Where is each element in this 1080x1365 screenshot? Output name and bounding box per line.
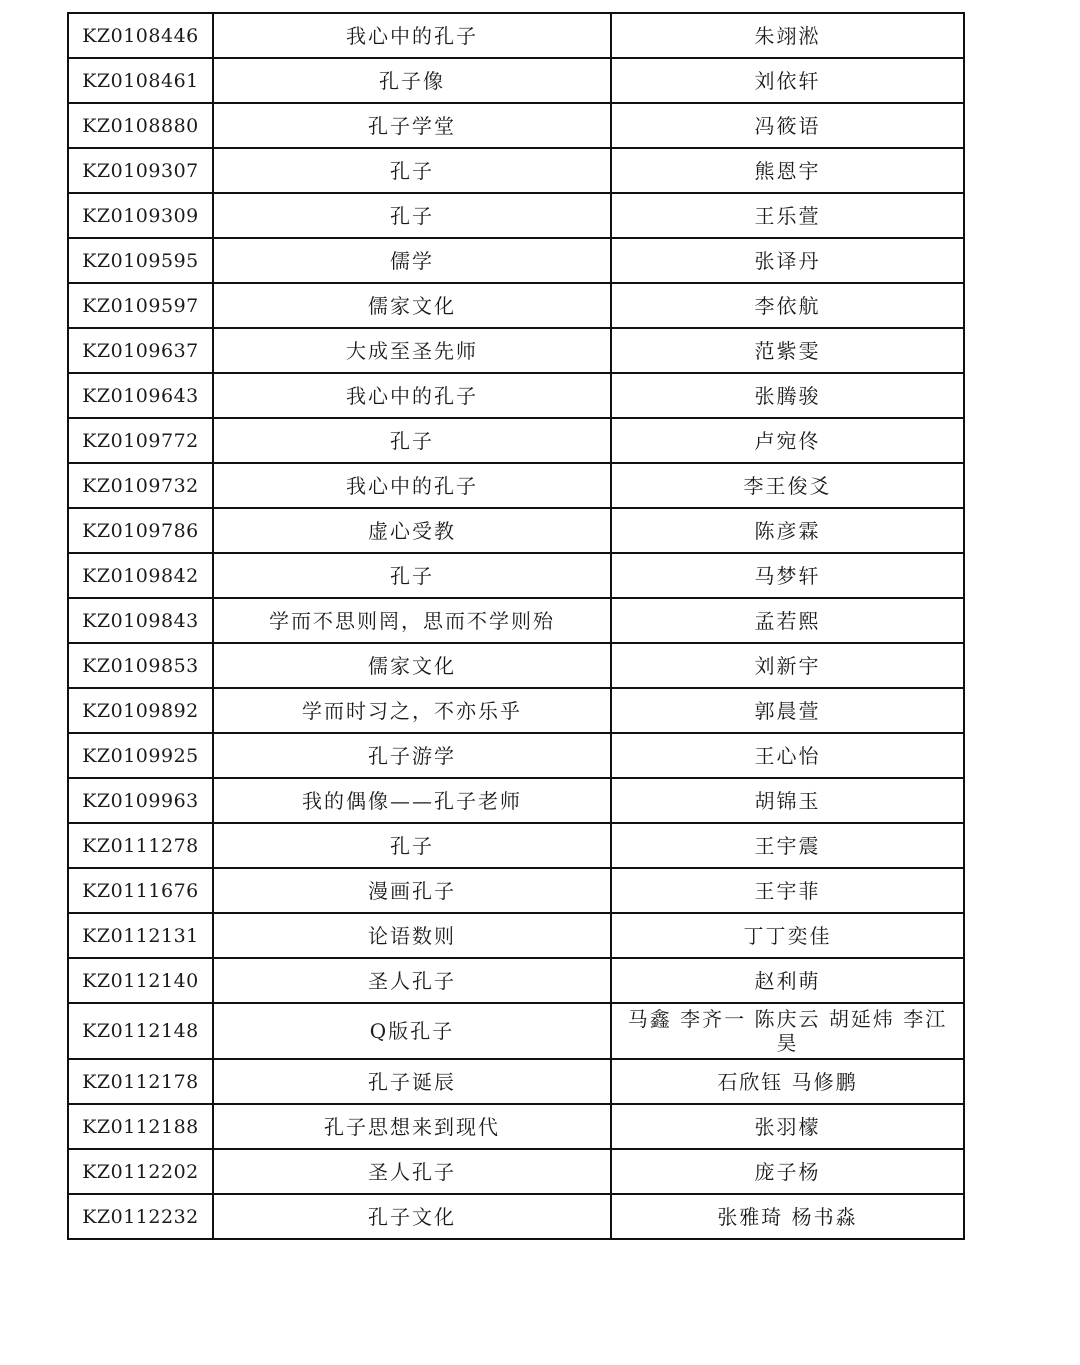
entry-author: 朱翊淞 [611,13,964,58]
entry-title: 我的偶像——孔子老师 [213,778,611,823]
table-row [68,643,964,688]
entry-title: 孔子 [213,553,611,598]
entry-title: Q版孔子 [213,1003,611,1059]
entry-title: 孔子游学 [213,733,611,778]
entry-code: KZ0109925 [68,733,213,778]
entry-code: KZ0108461 [68,58,213,103]
entry-author: 张羽檬 [611,1104,964,1149]
table-row [68,1003,964,1059]
entry-author: 张腾骏 [611,373,964,418]
entry-code: KZ0111676 [68,868,213,913]
entry-author: 郭晨萱 [611,688,964,733]
entry-code: KZ0112140 [68,958,213,1003]
entry-author: 范紫雯 [611,328,964,373]
entry-title: 圣人孔子 [213,958,611,1003]
entry-code: KZ0112188 [68,1104,213,1149]
table-row [68,373,964,418]
entry-author: 刘依轩 [611,58,964,103]
entry-code: KZ0109786 [68,508,213,553]
entry-author: 王宇菲 [611,868,964,913]
entry-author: 孟若熙 [611,598,964,643]
entry-code: KZ0112232 [68,1194,213,1239]
entry-author: 王宇震 [611,823,964,868]
entry-code: KZ0108880 [68,103,213,148]
table-row [68,733,964,778]
entry-title: 孔子 [213,823,611,868]
entry-code: KZ0112202 [68,1149,213,1194]
entry-title: 漫画孔子 [213,868,611,913]
entry-title: 儒学 [213,238,611,283]
entry-title: 我心中的孔子 [213,463,611,508]
table-row [68,283,964,328]
entry-author: 熊恩宇 [611,148,964,193]
entry-title: 虚心受教 [213,508,611,553]
results-table-container [67,12,963,1240]
entry-author: 丁丁奕佳 [611,913,964,958]
table-row [68,1059,964,1104]
table-row [68,463,964,508]
table-row [68,418,964,463]
entry-code: KZ0108446 [68,13,213,58]
entry-author: 王乐萱 [611,193,964,238]
entry-author: 刘新宇 [611,643,964,688]
entry-code: KZ0112178 [68,1059,213,1104]
table-row [68,328,964,373]
entry-title: 孔子像 [213,58,611,103]
table-row [68,553,964,598]
entry-author: 石欣钰 马修鹏 [611,1059,964,1104]
entry-code: KZ0109595 [68,238,213,283]
entry-title: 孔子文化 [213,1194,611,1239]
table-row [68,1104,964,1149]
entry-title: 儒家文化 [213,283,611,328]
entry-code: KZ0112148 [68,1003,213,1059]
table-row [68,868,964,913]
table-row [68,688,964,733]
entry-code: KZ0109842 [68,553,213,598]
entry-title: 孔子思想来到现代 [213,1104,611,1149]
entry-title: 圣人孔子 [213,1149,611,1194]
entry-author: 胡锦玉 [611,778,964,823]
table-row [68,598,964,643]
entry-title: 孔子 [213,148,611,193]
entry-author: 张雅琦 杨书淼 [611,1194,964,1239]
entry-author: 李依航 [611,283,964,328]
entry-code: KZ0109637 [68,328,213,373]
table-row [68,103,964,148]
table-row [68,193,964,238]
entry-code: KZ0109732 [68,463,213,508]
entry-author: 卢宛佟 [611,418,964,463]
results-table [67,12,965,1240]
table-row [68,58,964,103]
entry-author: 赵利萌 [611,958,964,1003]
entry-title: 儒家文化 [213,643,611,688]
entry-author: 马梦轩 [611,553,964,598]
entry-code: KZ0111278 [68,823,213,868]
entry-code: KZ0109309 [68,193,213,238]
table-row [68,1194,964,1239]
entry-author: 陈彦霖 [611,508,964,553]
entry-author: 冯筱语 [611,103,964,148]
entry-author: 马鑫 李齐一 陈庆云 胡延炜 李江昊 [611,1003,964,1059]
entry-title: 孔子诞辰 [213,1059,611,1104]
entry-title: 我心中的孔子 [213,373,611,418]
entry-code: KZ0109892 [68,688,213,733]
entry-title: 孔子学堂 [213,103,611,148]
table-row [68,148,964,193]
entry-code: KZ0109843 [68,598,213,643]
entry-title: 大成至圣先师 [213,328,611,373]
table-row [68,508,964,553]
entry-code: KZ0109307 [68,148,213,193]
entry-author: 张译丹 [611,238,964,283]
table-row [68,238,964,283]
entry-title: 孔子 [213,193,611,238]
entry-title: 孔子 [213,418,611,463]
table-row [68,823,964,868]
table-row [68,13,964,58]
entry-title: 论语数则 [213,913,611,958]
entry-author: 李王俊爻 [611,463,964,508]
entry-author: 庞子杨 [611,1149,964,1194]
table-row [68,778,964,823]
entry-title: 学而不思则罔，思而不学则殆 [213,598,611,643]
entry-title: 学而时习之，不亦乐乎 [213,688,611,733]
entry-code: KZ0109643 [68,373,213,418]
entry-title: 我心中的孔子 [213,13,611,58]
entry-code: KZ0109597 [68,283,213,328]
entry-author: 王心怡 [611,733,964,778]
table-row [68,913,964,958]
table-row [68,1149,964,1194]
entry-code: KZ0109853 [68,643,213,688]
entry-code: KZ0112131 [68,913,213,958]
table-row [68,958,964,1003]
entry-code: KZ0109772 [68,418,213,463]
entry-code: KZ0109963 [68,778,213,823]
